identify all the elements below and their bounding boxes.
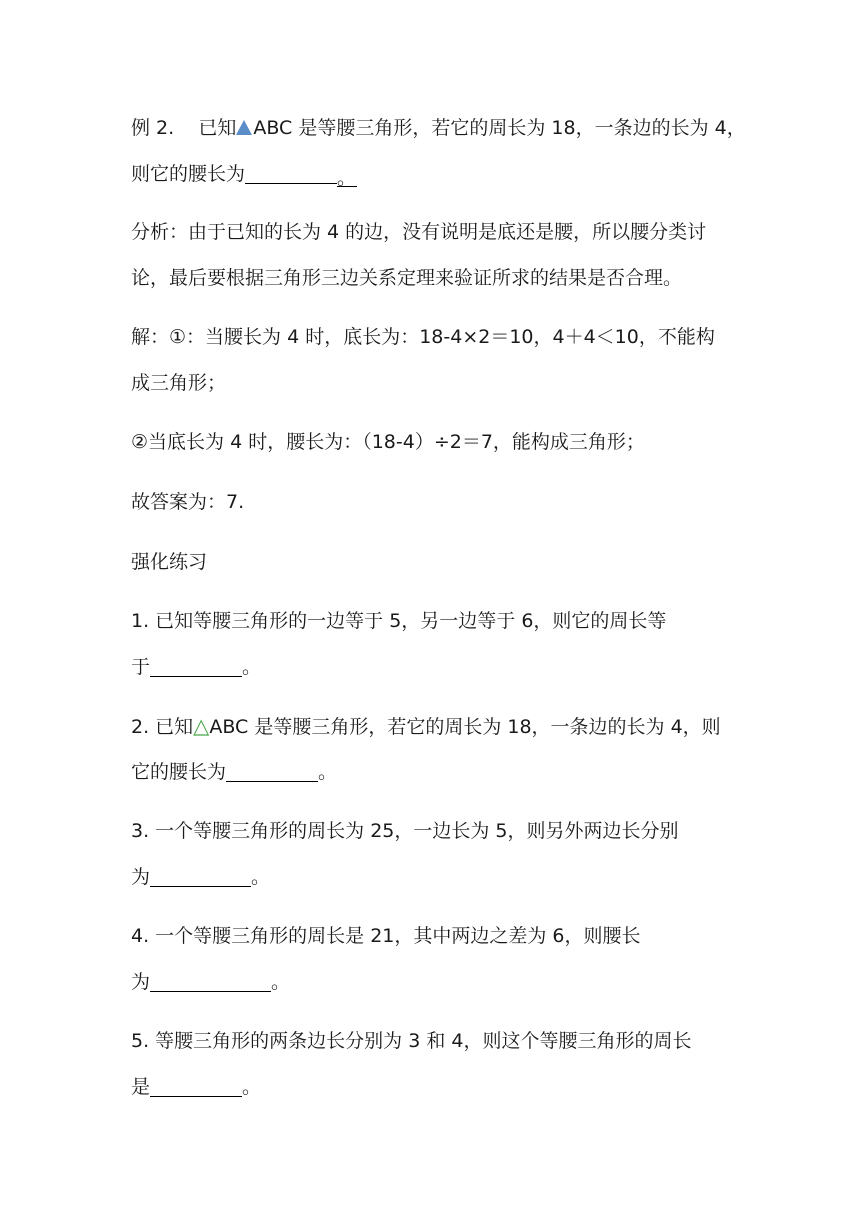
example-question-text: 则它的腰长为	[131, 163, 246, 185]
q2-pre: 2. 已知	[131, 716, 194, 738]
analysis-line-1: 分析：由于已知的长为 4 的边，没有说明是底还是腰，所以腰分类讨	[131, 221, 707, 243]
q2-line-2	[131, 760, 731, 784]
q4-text: 为	[131, 971, 151, 993]
analysis-line-2: 论，最后要根据三角形三边关系定理来验证所求的结果是否合理。	[131, 267, 683, 289]
q5-period: 。	[242, 1076, 262, 1098]
example-pre: 已知	[198, 117, 237, 139]
solution-line-1: 解：①：当腰长为 4 时，底长为：18-4×2＝10，4＋4＜10，不能构	[131, 326, 715, 348]
q2-answer-blank[interactable]	[226, 761, 318, 782]
example-line-1	[131, 116, 746, 140]
q3-line-2	[131, 865, 731, 889]
q1-line-2	[131, 655, 731, 679]
q5-line-1: 5. 等腰三角形的两条边长分别为 3 和 4，则这个等腰三角形的周长	[131, 1030, 692, 1052]
q5-line-2	[131, 1075, 731, 1099]
answer-line: 故答案为：7.	[131, 491, 245, 513]
q2-post: ABC 是等腰三角形，若它的周长为 18，一条边的长为 4，则	[209, 716, 721, 738]
q2-period: 。	[318, 761, 338, 783]
practice-heading: 强化练习	[131, 551, 208, 573]
example-post: ABC 是等腰三角形，若它的周长为 18，一条边的长为 4，	[253, 117, 746, 139]
q4-answer-blank[interactable]	[150, 971, 271, 992]
example-label: 例 2.	[131, 117, 175, 139]
period: 。	[337, 167, 357, 189]
solution-line-3: ②当底长为 4 时，腰长为：（18-4）÷2＝7，能构成三角形；	[131, 431, 645, 453]
q3-period: 。	[251, 866, 271, 888]
q3-line-1: 3. 一个等腰三角形的周长为 25，一边长为 5，则另外两边长分别	[131, 820, 679, 842]
q2-line-1	[131, 714, 731, 739]
q5-answer-blank[interactable]	[150, 1076, 242, 1097]
triangle-filled-icon	[236, 120, 252, 135]
q3-answer-blank[interactable]	[150, 866, 251, 887]
q5-text: 是	[131, 1076, 151, 1098]
q4-line-1: 4. 一个等腰三角形的周长是 21，其中两边之差为 6，则腰长	[131, 925, 641, 947]
q3-text: 为	[131, 866, 151, 888]
q1-period: 。	[242, 656, 262, 678]
q1-text: 于	[131, 656, 151, 678]
answer-blank[interactable]	[245, 163, 337, 184]
q1-line-1: 1. 已知等腰三角形的一边等于 5，另一边等于 6，则它的周长等	[131, 610, 667, 632]
q4-line-2	[131, 970, 731, 994]
example-line-2	[131, 162, 731, 187]
triangle-outline-icon: △	[193, 714, 210, 738]
q2-text: 它的腰长为	[131, 761, 227, 783]
q1-answer-blank[interactable]	[150, 656, 242, 677]
solution-line-2: 成三角形；	[131, 372, 227, 394]
q4-period: 。	[271, 971, 291, 993]
answer-blank-end	[337, 166, 357, 187]
